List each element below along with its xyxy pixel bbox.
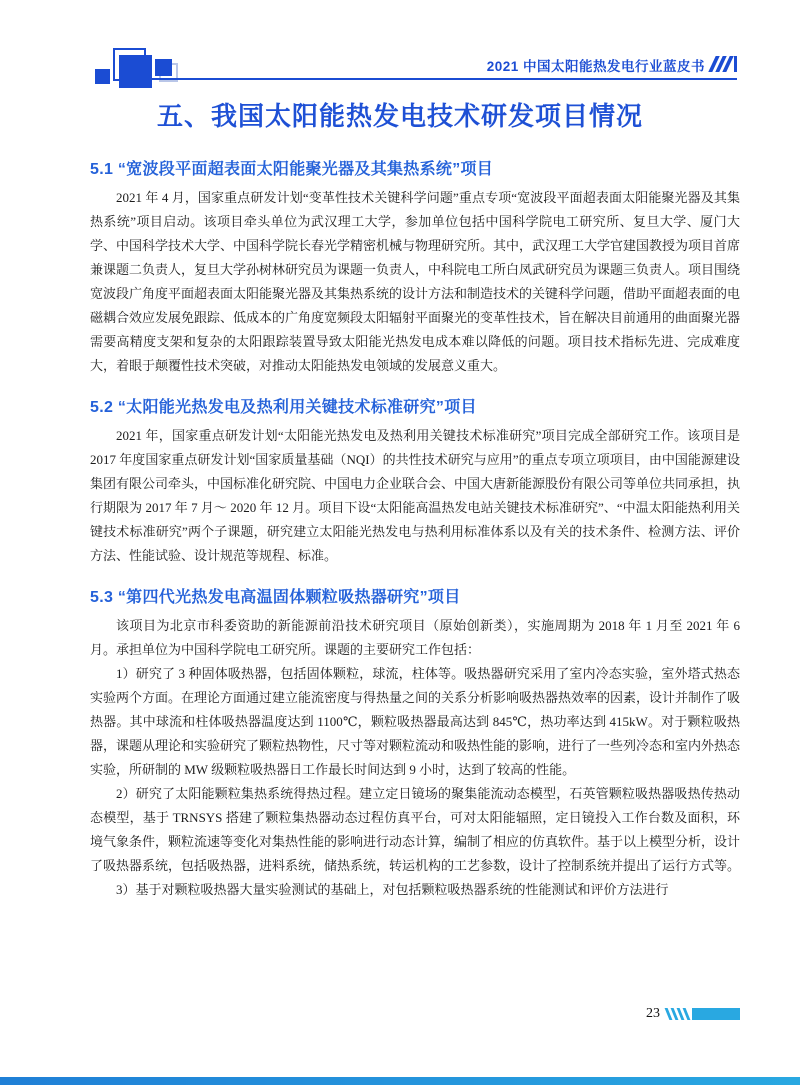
section-5-1-heading: 5.1 “宽波段平面超表面太阳能聚光器及其集热系统”项目: [90, 161, 494, 178]
section-5-3-paragraph-item1: 1）研究了 3 种固体吸热器，包括固体颗粒，球流，柱体等。吸热器研究采用了室内冷态实验，室外塔式热态实验两个方面。在理论方面通过建立能流密度与得热量之间的关系分析影响吸热器热效率的因素，设计并制作了吸热器。其中球流和柱体吸热器温度达到 1100℃，颗粒吸热器最高达到 845℃，热功率达到 415kW。对于颗粒吸热器，课题从理论和实验研究了颗粒热物性，尺寸等对颗粒流动和吸热性能的影响，进行了一些列冷态和室内外热态实验，所研制的 MW 级颗粒吸热器日工作最长时间达到 9 小时，达到了较高的性能。: [90, 666, 741, 777]
footer-slashes-icon: [667, 1008, 740, 1021]
logo-squares-icon: [92, 46, 182, 88]
bottom-edge-bar: [0, 1077, 800, 1085]
page-body: [90, 150, 740, 902]
section-5-3-paragraph-item3: 3）基于对颗粒吸热器大量实验测试的基础上，对包括颗粒吸热器系统的性能测试和评价方法进行: [116, 882, 669, 897]
section-5-3-heading: 5.3 “第四代光热发电高温固体颗粒吸热器研究”项目: [90, 589, 461, 606]
section-5-1: [90, 156, 740, 378]
page-title: 五、我国太阳能热发电技术研发项目情况: [156, 101, 643, 131]
page-number: 23: [646, 1006, 660, 1021]
footer-bar: [692, 1008, 740, 1020]
booklet-title: 2021 中国太阳能热发电行业蓝皮书: [486, 59, 705, 74]
section-5-2-heading: 5.2 “太阳能光热发电及热利用关键技术标准研究”项目: [90, 399, 477, 416]
section-5-3-paragraph-item2: 2）研究了太阳能颗粒集热系统得热过程。建立定日镜场的聚集能流动态模型，石英管颗粒吸热器吸热传热动态模型，基于 TRNSYS 搭建了颗粒集热器动态过程仿真平台，可对太阳能辐照，定日镜投入工作台数及面积，环境气象条件，颗粒流速等变化对集热性能的影响进行动态计算，编制了相应的仿真软件。基于以上模型分析，设计了吸热器系统，包括吸热器，进料系统，储热系统，转运机构的工艺参数，设计了控制系统并提出了运行方式等。: [90, 786, 741, 873]
logo-square-large: [119, 55, 152, 88]
section-5-3: [90, 584, 740, 902]
section-5-2-paragraph: 2021 年，国家重点研发计划“太阳能光热发电及热利用关键技术标准研究”项目完成全部研究工作。该项目是 2017 年度国家重点研发计划“国家质量基础（NQI）的共性技术研究与应用”的重点专项立项项目，由中国能源建设集团有限公司牵头，中国标准化研究院、中国电力企业联合会、中国大唐新能源股份有限公司等单位共同承担，执行期限为 2017 年 7 月～ 2020 年 12 月。项目下设“太阳能高温热发电站关键技术标准研究”、“中温太阳能热利用关键技术标准研究”两个子课题，研究建立太阳能光热发电与热利用标准体系以及有关的技术条件、检测方法、评价方法、性能试验、设计规范等规程、标准。: [90, 428, 741, 563]
page-footer: [646, 1006, 740, 1022]
logo-square-medium: [155, 59, 172, 76]
section-5-3-paragraph-intro: 该项目为北京市科委资助的新能源前沿技术研究项目（原始创新类），实施周期为 2018 年 1 月至 2021 年 6 月。承担单位为中国科学院电工研究所。课题的主要研究工作包括：: [90, 618, 740, 657]
header-slashes-icon: [712, 55, 737, 72]
section-5-1-paragraph: 2021 年 4 月，国家重点研发计划“变革性技术关键科学问题”重点专项“宽波段平面超表面太阳能聚光器及其集热系统”项目启动。该项目牵头单位为武汉理工大学，参加单位包括中国科学院电工研究所、复旦大学、厦门大学、中国科学技术大学、中国科学院长春光学精密机械与物理研究所。其中，武汉理工大学官建国教授为项目首席兼课题二负责人，复旦大学孙树林研究员为课题一负责人，中科院电工所白凤武研究员为课题三负责人。项目围绕宽波段广角度平面超表面太阳能聚光器及其集热系统的设计方法和制造技术的关键科学问题，借助平面超表面的电磁耦合效应发展免跟踪、低成本的广角度宽频段太阳辐射平面聚光的变革性技术，旨在解决目前通用的曲面聚光器需要高精度支架和复杂的太阳跟踪装置导致太阳能光热发电成本难以降低的问题。项目技术指标先进、完成难度大，着眼于颠覆性技术突破，对推动太阳能热发电领域的发展意义重大。: [90, 190, 741, 373]
header-rule: [152, 78, 737, 80]
section-5-2: [90, 394, 740, 568]
logo-square-small: [95, 69, 110, 84]
